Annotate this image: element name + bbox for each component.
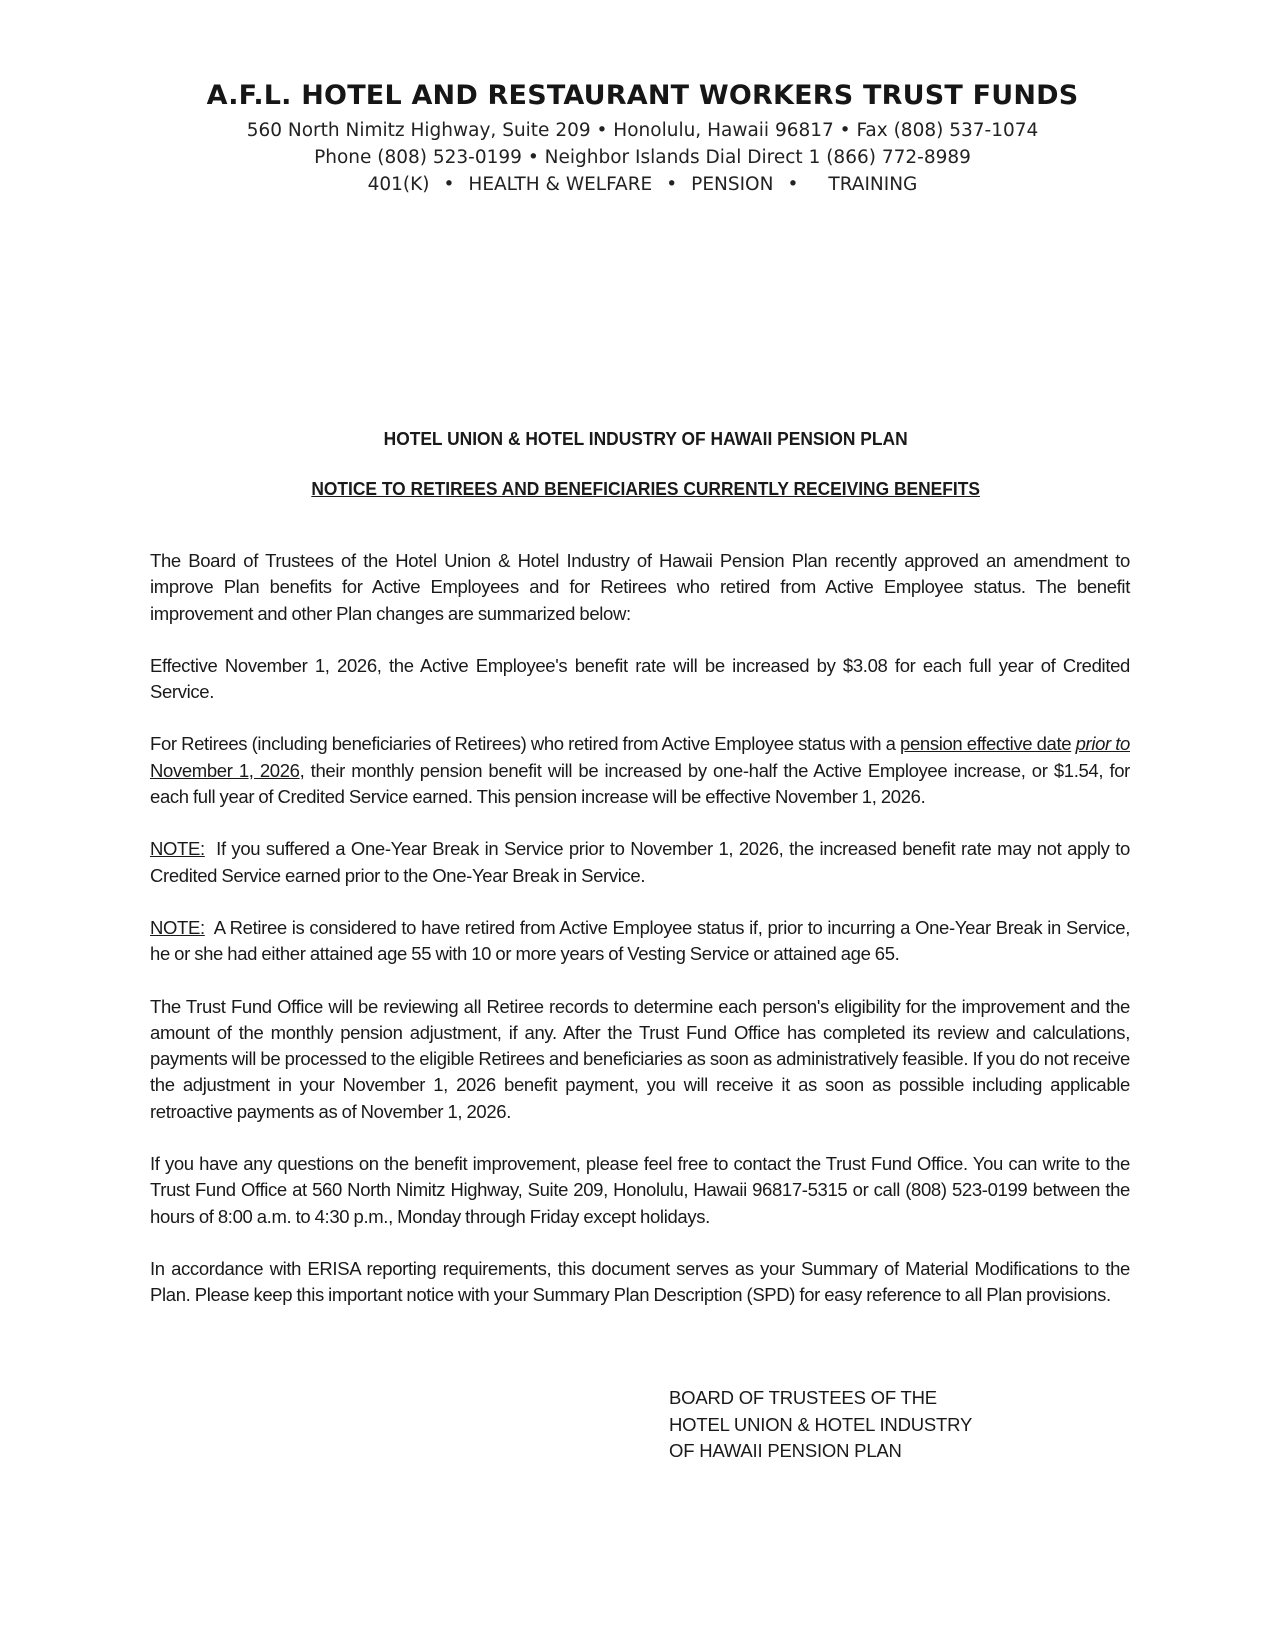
note-label: NOTE: (150, 838, 205, 860)
questions-paragraph: If you have any questions on the benefit improvement, please feel free to contact the Trust Fund Office. You can write to the Trust Fund Office at 560 North Nimitz Highway, Suite 209, Honolulu, Hawaii 96817-5315 or call (808) 523-0199 between the hours of 8:00 a.m. to 4:30 p.m., Monday through Friday except holidays. (150, 1153, 1130, 1227)
note-text: If you suffered a One-Year Break in Service prior to November 1, 2026, the increased benefit rate may not apply to Credited Service earned prior to the One-Year Break in Service. (150, 838, 1135, 886)
retirees-text-rest: , their monthly pension benefit will be increased by one-half the Active Employee increase, or $1.54, for each full year of Credited Service earned. This pension increase will be effective November 1, 2026. (150, 759, 1130, 808)
note-paragraph-1 (150, 836, 1135, 889)
separator-bullet: • (443, 174, 455, 195)
signature-line: BOARD OF TRUSTEES OF THE (669, 1387, 937, 1408)
notice-body (150, 428, 1135, 1335)
service-pension: PENSION (691, 174, 774, 195)
organization-name: A.F.L. HOTEL AND RESTAURANT WORKERS TRUST FUNDS (206, 80, 1079, 111)
signature-line: HOTEL UNION & HOTEL INDUSTRY (669, 1413, 973, 1435)
effective-paragraph: Effective November 1, 2026, the Active Employee's benefit rate will be increased by $3.08 for each full year of Credited Service. (150, 654, 1130, 703)
separator-bullet: • (666, 174, 678, 195)
address-line: 560 North Nimitz Highway, Suite 209 • Honolulu, Hawaii 96817 • Fax (808) 537-1074 (246, 120, 1039, 141)
effective-date-text: November 1, 2026 (150, 759, 300, 781)
erisa-paragraph: In accordance with ERISA reporting requirements, this document serves as your Summary of Material Modifications to the Plan. Please keep this important notice with your Summary Plan Description (SPD) for easy reference to all Plan provisions. (150, 1257, 1130, 1306)
retirees-text-start: For Retirees (including beneficiaries of Retirees) who retired from Active Employee status with a (150, 733, 900, 755)
plan-title: HOTEL UNION & HOTEL INDUSTRY OF HAWAII PENSION PLAN (383, 428, 908, 449)
pension-effective-date-text: pension effective date (900, 733, 1072, 755)
prior-to-text: prior to (1075, 733, 1130, 755)
review-paragraph: The Trust Fund Office will be reviewing all Retiree records to determine each person's eligibility for the improvement and the amount of the monthly pension adjustment, if any. After the Trust Fund Office has completed its review and calculations, payments will be processed to the eligible Retirees and beneficiaries as soon as administratively feasible. If you do not receive the adjustment in your November 1, 2026 benefit payment, you will receive it as soon as possible including applicable retroactive payments as of November 1, 2026. (150, 995, 1130, 1122)
signature-block (669, 1385, 972, 1465)
note-label: NOTE: (150, 916, 205, 938)
phone-line: Phone (808) 523-0199 • Neighbor Islands Dial Direct 1 (866) 772-8989 (314, 147, 971, 168)
notice-title: NOTICE TO RETIREES AND BENEFICIARIES CURRENTLY RECEIVING BENEFITS (311, 478, 980, 499)
separator-bullet: • (787, 174, 799, 195)
retirees-paragraph (150, 731, 1130, 810)
intro-paragraph: The Board of Trustees of the Hotel Union & Hotel Industry of Hawaii Pension Plan recently approved an amendment to improve Plan benefits for Active Employees and for Retirees who retired from Active Employee status. The benefit improvement and other Plan changes are summarized below: (150, 550, 1130, 624)
note-text: A Retiree is considered to have retired from Active Employee status if, prior to incurring a One-Year Break in Service, he or she had either attained age 55 with 10 or more years of Vesting Service or attained age 65. (150, 916, 1135, 965)
services-line (0, 171, 1275, 198)
signature-line: OF HAWAII PENSION PLAN (669, 1440, 902, 1461)
service-training: TRAINING (828, 174, 918, 195)
note-paragraph-2 (150, 915, 1135, 968)
body-text (150, 548, 1135, 1309)
letterhead (0, 80, 1275, 198)
service-401k: 401(K) (367, 174, 430, 195)
service-health-welfare: HEALTH & WELFARE (468, 174, 653, 195)
